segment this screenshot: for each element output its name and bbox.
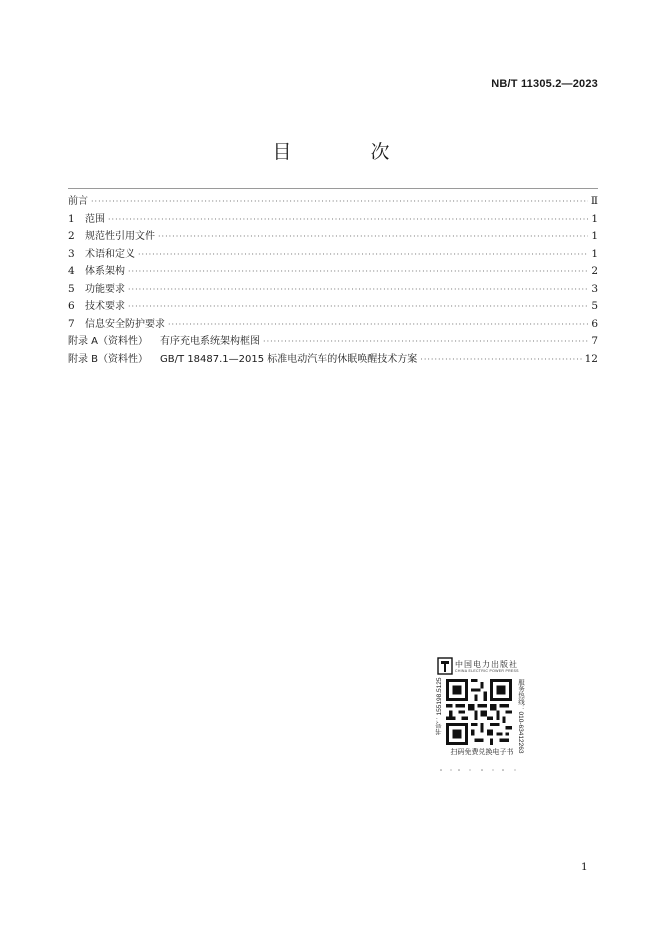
toc-entry-technical-requirements[interactable] (68, 298, 598, 316)
page-number: 1 (581, 861, 588, 873)
toc-entry-security[interactable] (68, 316, 598, 334)
toc-leader (168, 316, 588, 334)
toc-entry-appendix-a[interactable] (68, 333, 598, 351)
toc-entry-page: 7 (591, 335, 598, 347)
toc-entry-appendix-b[interactable] (68, 351, 598, 369)
toc-entry-page: 1 (591, 230, 598, 242)
header-rule (68, 188, 598, 189)
toc-leader (128, 281, 588, 299)
toc-entry-label: 功能要求 (85, 283, 125, 295)
qr-block (437, 655, 527, 777)
toc-entry-number: 4 (68, 265, 75, 277)
toc-leader (158, 228, 588, 246)
toc-leader (128, 263, 588, 281)
toc-entry-page: 2 (591, 265, 598, 277)
toc-entry-label: 术语和定义 (85, 248, 135, 260)
toc-entry-label: 体系架构 (85, 266, 125, 277)
toc-entry-number: 6 (68, 300, 75, 312)
toc-entry-architecture[interactable] (68, 263, 598, 281)
toc-entry-normative-references[interactable] (68, 228, 598, 246)
publisher-emblem-icon (437, 657, 453, 675)
toc-appendix-prefix: 附录 A（资料性） (68, 336, 149, 347)
publisher-logo (437, 655, 527, 677)
toc-leader (263, 333, 588, 351)
toc-entry-label: GB/T 18487.1—2015 标准电动汽车的休眠唤醒技术方案 (160, 353, 418, 365)
toc-leader (128, 298, 588, 316)
toc-title: 目 次 (272, 141, 420, 163)
toc-entry-label: 范围 (85, 213, 105, 225)
toc-leader (108, 211, 588, 229)
decorative-dots (437, 768, 527, 772)
toc-entry-page: 6 (591, 317, 598, 330)
toc-entry-number: 1 (68, 212, 75, 225)
toc-leader (91, 193, 588, 211)
toc-entry-page: 12 (584, 352, 598, 365)
toc-entry-label: 前言 (68, 196, 88, 207)
service-hotline-text: 服务热线：010-63412263 (517, 679, 524, 754)
publisher-name-en: CHINA ELECTRIC POWER PRESS (455, 669, 519, 673)
publisher-name: 中国电力出版社 (455, 660, 518, 669)
toc-entry-foreword[interactable] (68, 193, 598, 211)
toc-entry-page: 3 (591, 282, 598, 295)
toc-entry-page: 1 (591, 212, 598, 225)
toc-list (68, 193, 598, 368)
toc-leader (420, 351, 581, 369)
toc-entry-page: 5 (591, 300, 598, 312)
toc-appendix-prefix: 附录 B（资料性） (68, 353, 149, 365)
toc-entry-number: 3 (68, 247, 75, 260)
toc-entry-page: 1 (591, 247, 598, 260)
toc-leader (138, 246, 588, 264)
toc-entry-page: Ⅱ (590, 195, 598, 207)
toc-entry-number: 2 (68, 230, 75, 242)
toc-entry-label: 有序充电系统架构框图 (160, 336, 261, 347)
toc-entry-label: 规范性引用文件 (85, 231, 155, 242)
toc-entry-functional-requirements[interactable] (68, 281, 598, 299)
toc-entry-number: 5 (68, 282, 75, 295)
standard-number: NB/T 11305.2—2023 (491, 78, 598, 90)
toc-entry-scope[interactable] (68, 211, 598, 229)
toc-entry-terms[interactable] (68, 246, 598, 264)
toc-entry-number: 7 (68, 317, 75, 330)
isbn-text: 书号：155198.5125 (436, 677, 443, 735)
qr-caption: 扫码免费兑换电子书 (450, 748, 514, 756)
qr-code-icon[interactable] (446, 679, 512, 745)
toc-entry-label: 技术要求 (85, 301, 125, 312)
toc-entry-label: 信息安全防护要求 (85, 318, 165, 330)
